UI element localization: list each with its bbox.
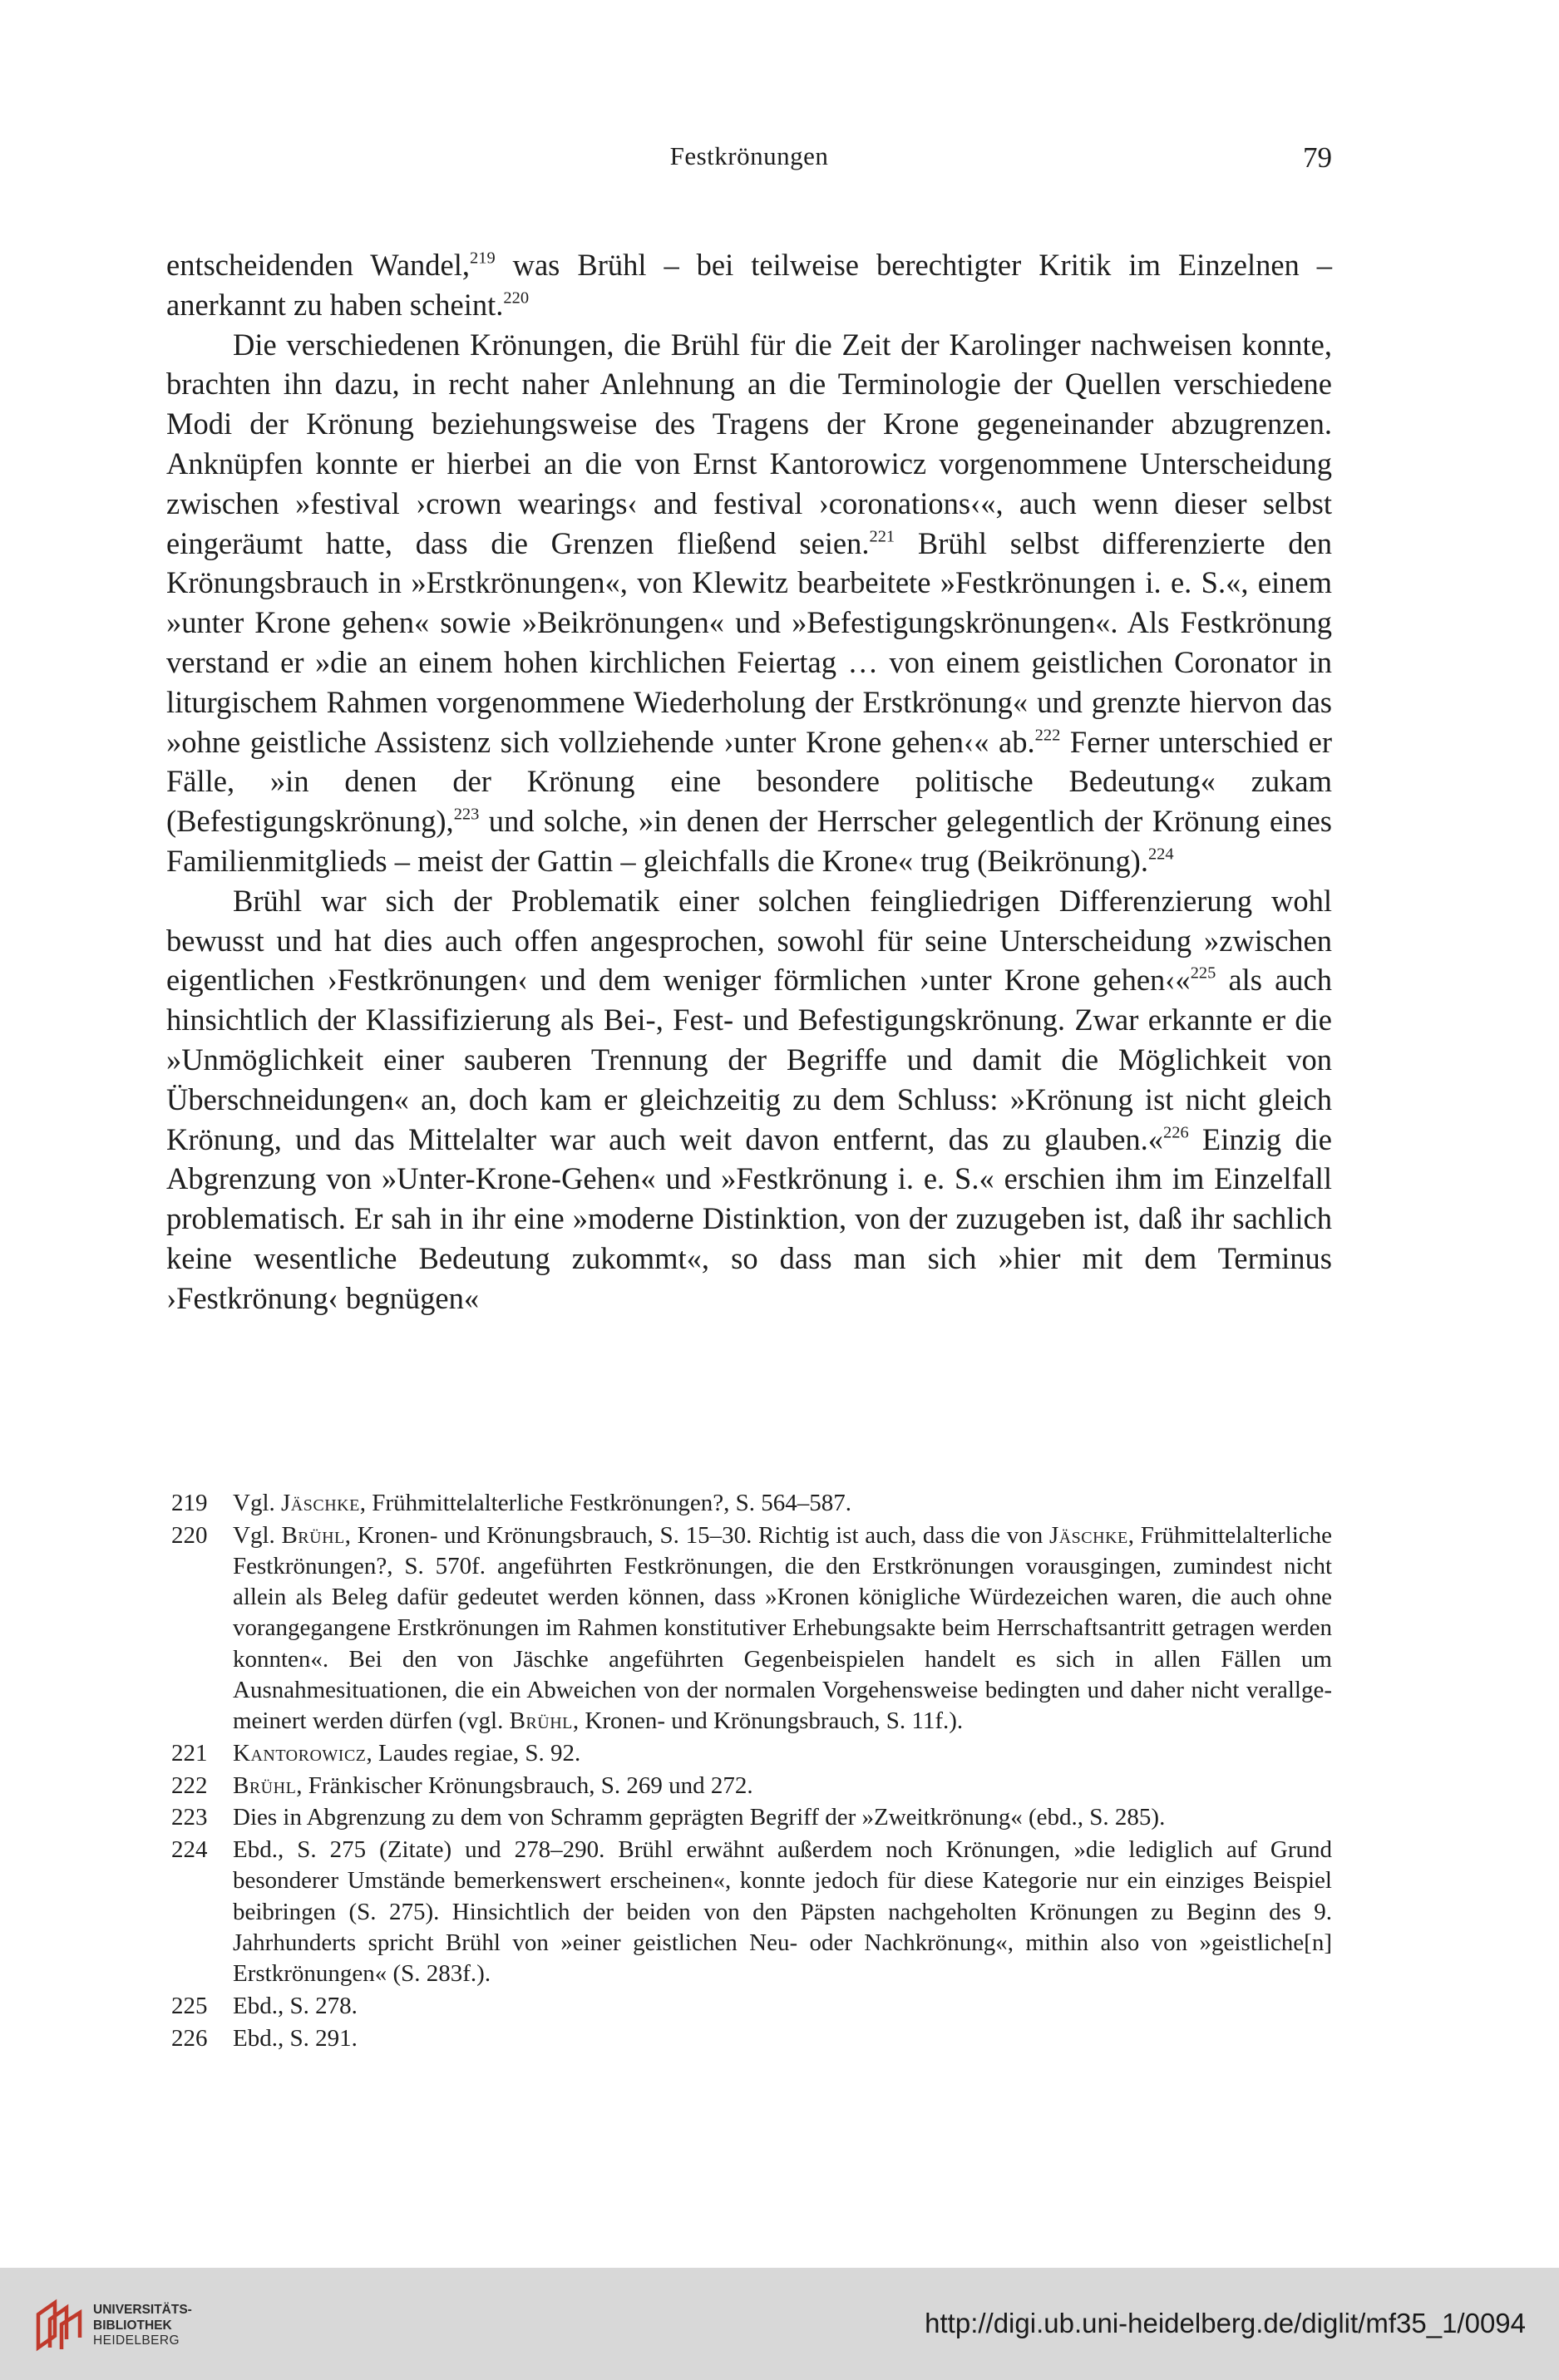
footnote bbox=[166, 1738, 1332, 1769]
university-library-logo-icon bbox=[33, 2298, 85, 2353]
paragraph: Die verschiedenen Krönungen, die Brühl für die Zeit der Karolinger nachweisen konnte, brachten ihn dazu, in recht naher Anlehnung an die Terminologie der Quellen verschiedene Modi der Krönung beziehungsweise des Tragens der Krone gegeneinander abzugrenzen. Anknüpfen konnte er hierbei an die von Ernst Kantorowicz vorgenommene Unterscheidung zwischen »festival ›crown wearings‹ and festival ›coronations‹«, auch wenn dieser selbst eingeräumt hatte, dass die Grenzen fließend seien.$^{221}$ Brühl selbst differenzierte den Krönungsbrauch in »Erstkrönungen«, von Klewitz bearbeitete »Festkrönungen i. e. S.«, einem »unter Krone gehen« sowie »Beikrönungen« und »Befestigungskrönungen«. Als Festkrönung verstand er »die an einem hohen kirchlichen Feiertag … von einem geistlichen Coronator in liturgischem Rahmen vorgenommene Wiederholung der Erstkrönung« und grenzte hiervon das »ohne geistliche Assistenz sich vollziehende ›unter Krone gehen‹« ab.$^{222}$ Ferner unterschied er Fälle, »in denen der Krönung eine besondere politische Bedeutung« zukam (Befestigungskrönung),$^{223}$ und solche, »in denen der Herrscher gelegentlich der Krönung eines Familienmitglieds – meist der Gattin – gleichfalls die Krone« trug (Beikrönung).$^{224}$ bbox=[166, 327, 1332, 878]
footnote bbox=[166, 1802, 1332, 1833]
author-name: Brühl bbox=[509, 1707, 573, 1735]
author-name: Kantorowicz bbox=[233, 1739, 367, 1767]
library-name bbox=[93, 2303, 192, 2349]
page-number: 79 bbox=[1303, 141, 1332, 174]
source-url-link[interactable]: http://digi.ub.uni-heidelberg.de/diglit/mf35_1/0094 bbox=[925, 2308, 1526, 2338]
footnote-text: Dies in Abgrenzung zu dem von Schramm geprägten Begriff der »Zweitkrönung« (ebd., S. 285). bbox=[233, 1804, 1166, 1831]
footnote-reference[interactable]: 220 bbox=[503, 288, 530, 308]
footnote bbox=[166, 1488, 1332, 1519]
page-header bbox=[166, 141, 1332, 183]
footnote-text: Vgl. Jäschke, Frühmittelalterliche Festkrönungen?, S. 564–587. bbox=[233, 1490, 851, 1516]
running-title: Festkrönungen bbox=[669, 141, 829, 170]
footnote-text: Vgl. Brühl, Kronen- und Krönungsbrauch, S. 15–30. Richtig ist auch, dass die von Jäschke, Frühmittelalterliche Festkrönungen?, S. 570f. angeführten Festkrönungen, die den Erstkrönungen vorausgingen, zumindest nicht allein als Beleg dafür gedeutet werden können, dass »Kronen königliche Würdezeichen waren, die auch ohne vorangegangene Erstkrönungen im Rahmen konstitutiver Erhebungsakte beim Herrschaftsantritt getragen werden konnten«. Bei den von Jäschke angeführten Gegenbeispielen handelt es sich in allen Fällen um Ausnahmesituationen, die ein Abweichen von der normalen Vorgehensweise bedingten und daher nicht verallgemeinert werden dürfen (vgl. Brühl, Kronen- und Krönungsbrauch, S. 11f.). bbox=[233, 1521, 1333, 1735]
footer-bar bbox=[0, 2268, 1559, 2380]
footnote-number: 219 bbox=[171, 1490, 208, 1516]
footnote-reference[interactable]: 219 bbox=[470, 249, 496, 268]
footnote-reference[interactable]: 221 bbox=[869, 526, 895, 545]
library-name-line: BIBLIOTHEK bbox=[93, 2318, 172, 2333]
library-name-line: UNIVERSITÄTS- bbox=[93, 2303, 192, 2317]
library-name-line: HEIDELBERG bbox=[93, 2333, 180, 2348]
footnote bbox=[166, 1771, 1332, 1801]
footnote-text: Kantorowicz, Laudes regiae, S. 92. bbox=[233, 1739, 581, 1767]
author-name: Brühl bbox=[233, 1771, 297, 1799]
footnote-number: 226 bbox=[171, 2024, 208, 2052]
footnote-reference[interactable]: 225 bbox=[1190, 963, 1216, 983]
paragraph: entscheidenden Wandel,$^{219}$ was Brühl – bei teilweise berechtigter Kritik im Einzelnen – anerkannt zu haben scheint.$^{220}$ bbox=[166, 248, 1332, 322]
footnote-number: 224 bbox=[171, 1836, 208, 1864]
footnote-text: Ebd., S. 278. bbox=[233, 1992, 358, 2019]
footnote-number: 222 bbox=[171, 1771, 208, 1799]
author-name: Brühl bbox=[281, 1521, 345, 1549]
footnote bbox=[166, 1835, 1332, 1989]
footnote-number: 221 bbox=[171, 1739, 208, 1767]
footnote-text: Brühl, Fränkischer Krönungsbrauch, S. 269 und 272. bbox=[233, 1771, 753, 1799]
author-name: Jäschke bbox=[1048, 1521, 1128, 1549]
footnote-reference[interactable]: 224 bbox=[1147, 845, 1174, 864]
footnote-reference[interactable]: 223 bbox=[453, 805, 480, 824]
footnote-number: 220 bbox=[171, 1521, 208, 1549]
footnote-reference[interactable]: 226 bbox=[1163, 1122, 1189, 1141]
footnotes bbox=[166, 1488, 1332, 2055]
footnote-text: Ebd., S. 291. bbox=[233, 2024, 358, 2052]
author-name: Jäschke bbox=[281, 1490, 360, 1516]
footnote-text: Ebd., S. 275 (Zitate) und 278–290. Brühl erwähnt außerdem noch Krönungen, »die lediglich auf Grund besonderer Umstände bemerkenswert erscheinen«, konnte jedoch für diese Kategorie nur ein einziges Beispiel beibringen (S. 275). Hinsichtlich der beiden von den Päpsten nachgeholten Krönungen zu Beginn des 9. Jahrhunderts spricht Brühl von »einer geistlichen Neu- oder Nachkrönung«, mithin also von »geistliche[n] Erstkrönungen« (S. 283f.). bbox=[233, 1836, 1332, 1988]
footnote bbox=[166, 1991, 1332, 2022]
footnote-number: 225 bbox=[171, 1992, 208, 2019]
footnote bbox=[166, 2023, 1332, 2054]
footnote-reference[interactable]: 222 bbox=[1034, 725, 1061, 744]
main-text bbox=[166, 245, 1332, 1318]
footnote-number: 223 bbox=[171, 1804, 208, 1831]
footnote bbox=[166, 1520, 1332, 1737]
paragraph: Brühl war sich der Problematik einer solchen feingliedrigen Differenzierung wohl bewusst und hat dies auch offen angesprochen, sowohl für seine Unterscheidung »zwischen eigentlichen ›Festkrönungen‹ und dem weniger förmlichen ›unter Krone gehen‹«$^{225}$ als auch hinsichtlich der Klassifizierung als Bei-, Fest- und Befestigungskrönung. Zwar erkannte er die »Unmöglichkeit einer sauberen Trennung der Begriffe und damit die Möglichkeit von Überschneidungen« an, doch kam er gleichzeitig zu dem Schluss: »Krönung ist nicht gleich Krönung, und das Mittelalter war auch weit davon entfernt, das zu glauben.«$^{226}$ Einzig die Abgrenzung von »Unter-Krone-Gehen« und »Festkrönung i. e. S.« erschien ihm im Einzelfall problematisch. Er sah in ihr eine »moderne Distinktion, von der zuzugeben ist, daß ihr sachlich keine wesentliche Bedeutung zukommt«, so dass man sich »hier mit dem Terminus ›Festkrönung‹ begnügen« bbox=[166, 883, 1333, 1315]
